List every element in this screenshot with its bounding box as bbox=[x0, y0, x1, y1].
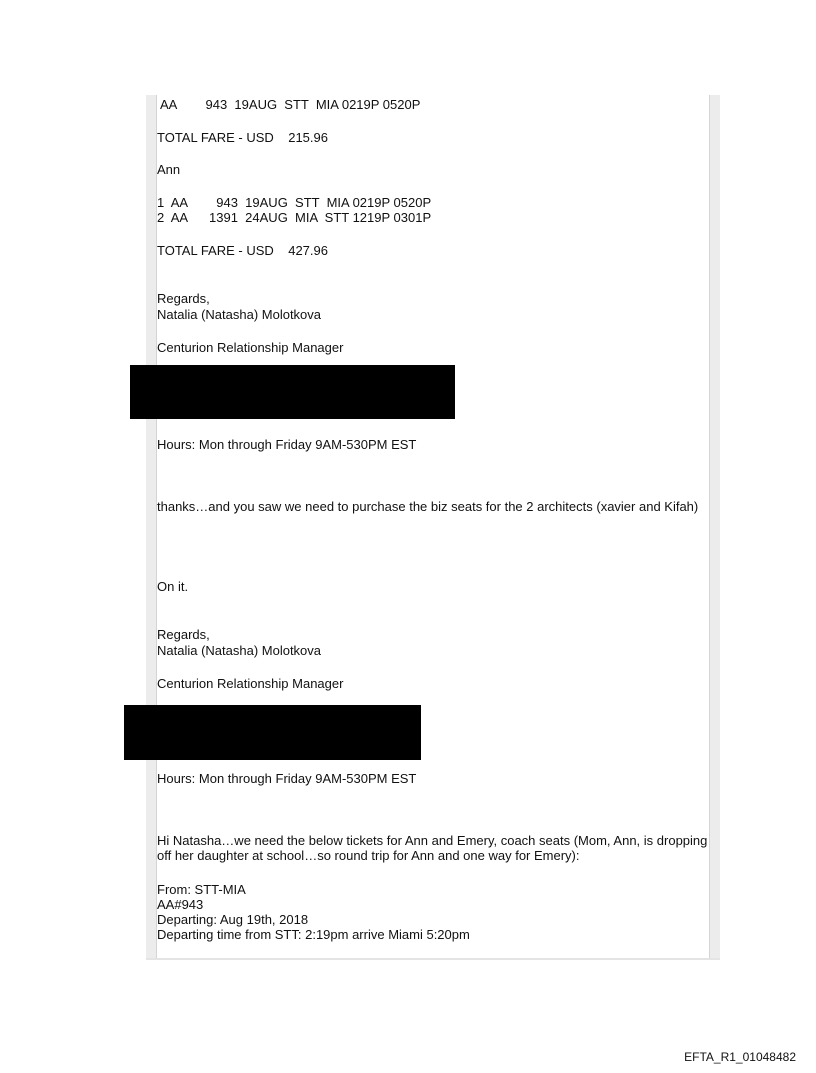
hours-1: Hours: Mon through Friday 9AM-530PM EST bbox=[157, 437, 417, 452]
message-body-2: thanks…and you saw we need to purchase the biz seats for the 2 architects (xavier and Kifah) bbox=[157, 499, 699, 514]
bates-number: EFTA_R1_01048482 bbox=[684, 1050, 796, 1064]
redaction-block-1 bbox=[130, 365, 455, 419]
detail-departing-time: Departing time from STT: 2:19pm arrive Miami 5:20pm bbox=[157, 927, 470, 942]
detail-flight-number: AA#943 bbox=[157, 897, 204, 912]
signature-title-2: Centurion Relationship Manager bbox=[157, 676, 344, 691]
regards-1: Regards, bbox=[157, 291, 210, 306]
redaction-block-2 bbox=[124, 705, 421, 760]
itinerary-line-1: 1 AA 943 19AUG STT MIA 0219P 0520P bbox=[157, 195, 432, 210]
message-body-4: Hi Natasha…we need the below tickets for Ann and Emery, coach seats (Mom, Ann, is dropping off her daughter at school…so round trip for Ann and one way for Emery): bbox=[157, 833, 708, 863]
hours-2: Hours: Mon through Friday 9AM-530PM EST bbox=[157, 771, 417, 786]
regards-2: Regards, bbox=[157, 627, 210, 642]
total-fare-1: TOTAL FARE - USD 215.96 bbox=[157, 130, 328, 145]
detail-route: From: STT-MIA bbox=[157, 882, 246, 897]
detail-departing-date: Departing: Aug 19th, 2018 bbox=[157, 912, 309, 927]
flight-line: AA 943 19AUG STT MIA 0219P 0520P bbox=[160, 97, 421, 112]
total-fare-2: TOTAL FARE - USD 427.96 bbox=[157, 243, 328, 258]
itinerary-line-2: 2 AA 1391 24AUG MIA STT 1219P 0301P bbox=[157, 210, 432, 225]
signature-title-1: Centurion Relationship Manager bbox=[157, 340, 344, 355]
signature-name-1: Natalia (Natasha) Molotkova bbox=[157, 307, 322, 322]
frame-bottom-rule bbox=[146, 958, 720, 960]
passenger-name: Ann bbox=[157, 162, 181, 177]
message-body-3: On it. bbox=[157, 579, 189, 594]
signature-name-2: Natalia (Natasha) Molotkova bbox=[157, 643, 322, 658]
